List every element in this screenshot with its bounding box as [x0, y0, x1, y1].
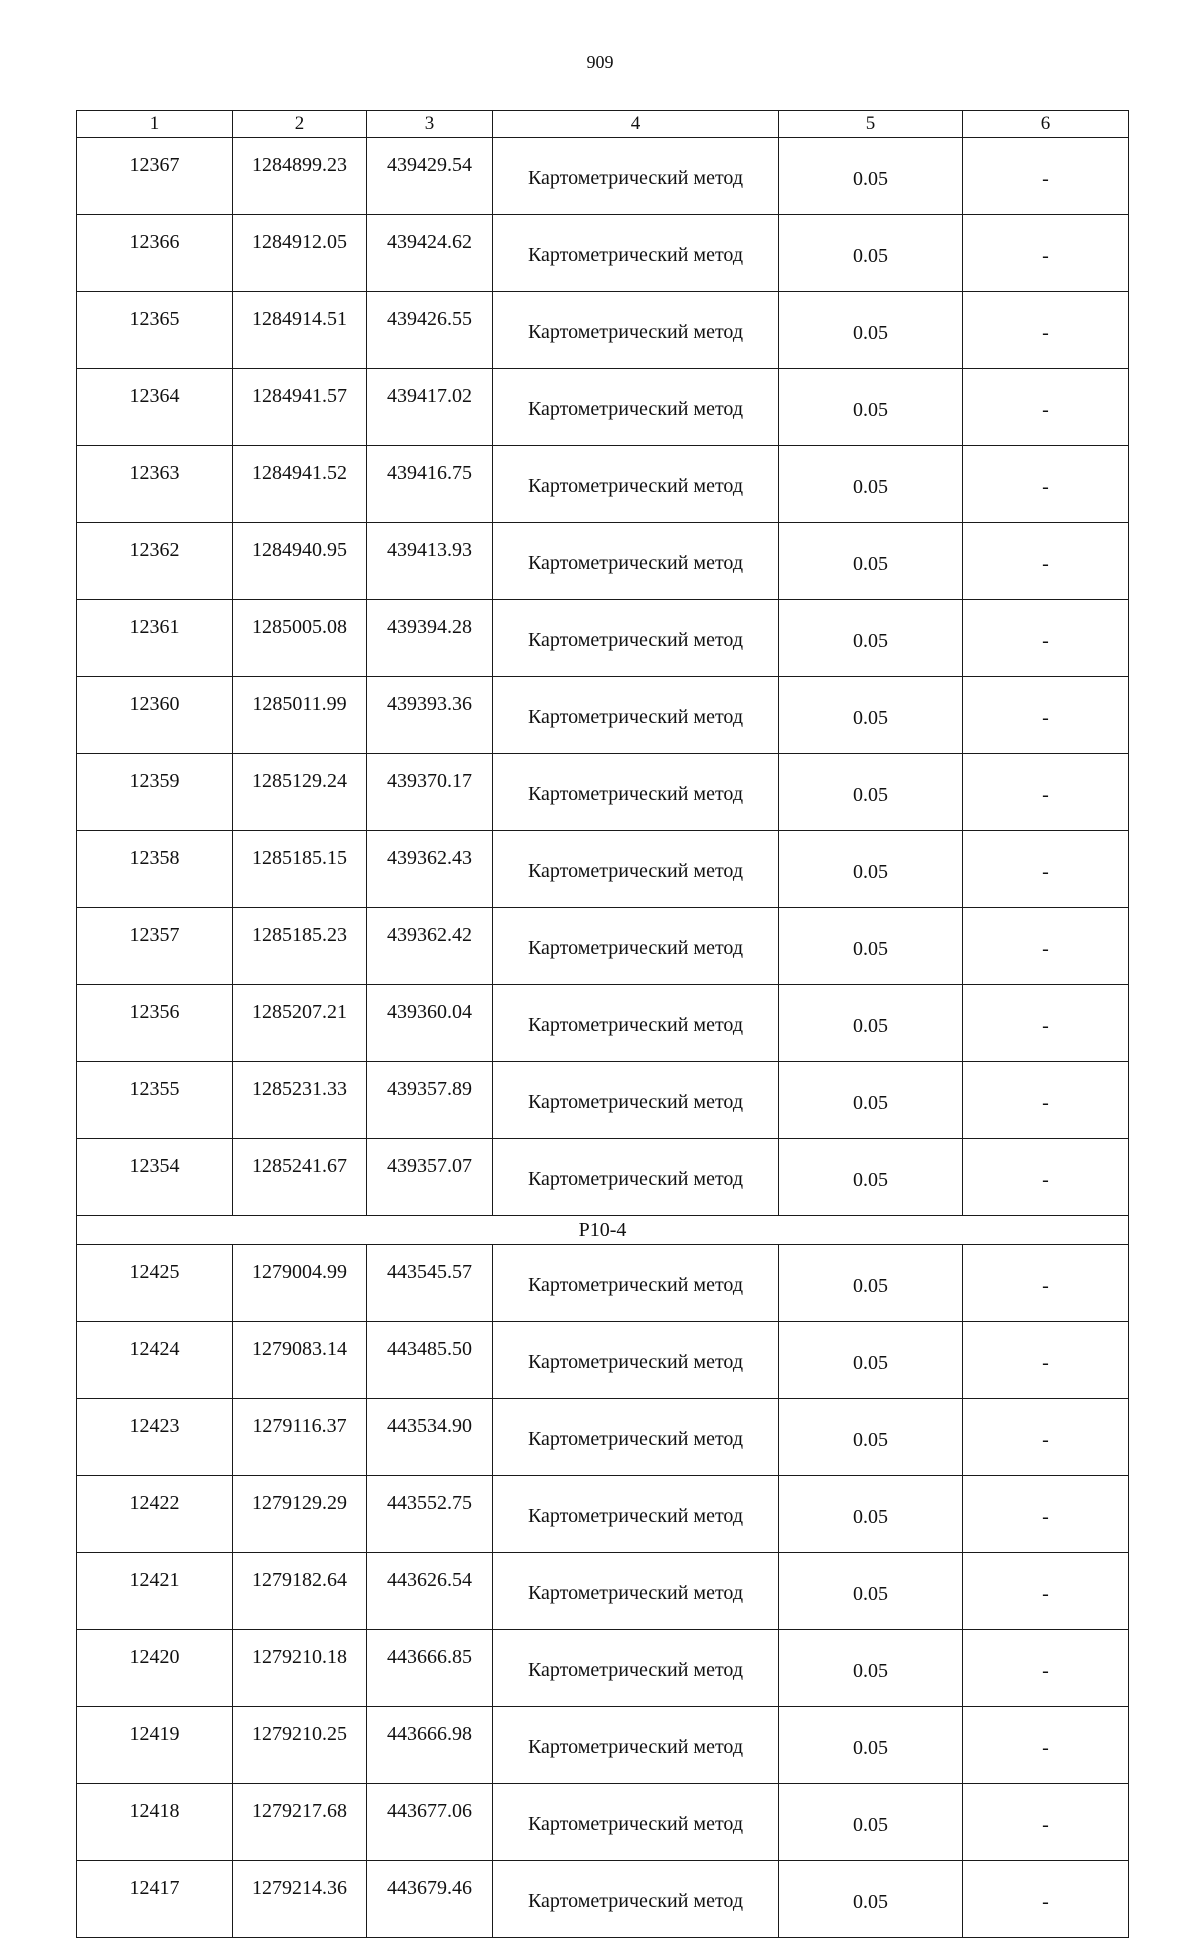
method-cell: Картометрический метод	[493, 138, 779, 215]
table-row	[77, 1062, 1129, 1139]
column-header-6: 6	[963, 111, 1129, 138]
accuracy-cell: 0.05	[779, 831, 963, 908]
coordinate-x-cell: 1285207.21	[233, 985, 367, 1062]
coordinate-x-cell: 1279182.64	[233, 1553, 367, 1630]
coordinate-x-cell: 1285129.24	[233, 754, 367, 831]
accuracy-cell: 0.05	[779, 1399, 963, 1476]
note-cell: -	[963, 1139, 1129, 1216]
page-number: 909	[586, 52, 614, 72]
accuracy-cell: 0.05	[779, 1476, 963, 1553]
table-row	[77, 831, 1129, 908]
note-cell: -	[963, 908, 1129, 985]
accuracy-cell: 0.05	[779, 523, 963, 600]
coordinate-y-cell: 443677.06	[367, 1784, 493, 1861]
point-number-cell: 12361	[77, 600, 233, 677]
coordinate-y-cell: 439413.93	[367, 523, 493, 600]
point-number-cell: 12363	[77, 446, 233, 523]
accuracy-cell: 0.05	[779, 677, 963, 754]
note-cell: -	[963, 1322, 1129, 1399]
coordinate-x-cell: 1284941.52	[233, 446, 367, 523]
point-number-cell: 12356	[77, 985, 233, 1062]
note-cell: -	[963, 215, 1129, 292]
point-number-cell: 12364	[77, 369, 233, 446]
coordinates-table	[76, 110, 1129, 1938]
method-cell: Картометрический метод	[493, 985, 779, 1062]
method-cell: Картометрический метод	[493, 1245, 779, 1322]
table-row	[77, 1784, 1129, 1861]
table-row	[77, 1553, 1129, 1630]
table-row	[77, 138, 1129, 215]
coordinate-x-cell: 1284940.95	[233, 523, 367, 600]
method-cell: Картометрический метод	[493, 1322, 779, 1399]
coordinate-x-cell: 1285185.15	[233, 831, 367, 908]
coordinate-x-cell: 1285005.08	[233, 600, 367, 677]
accuracy-cell: 0.05	[779, 215, 963, 292]
note-cell: -	[963, 1784, 1129, 1861]
coordinate-y-cell: 443666.85	[367, 1630, 493, 1707]
table-row	[77, 1476, 1129, 1553]
point-number-cell: 12417	[77, 1861, 233, 1938]
point-number-cell: 12422	[77, 1476, 233, 1553]
table-row	[77, 523, 1129, 600]
table-row	[77, 1861, 1129, 1938]
column-header-1: 1	[77, 111, 233, 138]
point-number-cell: 12357	[77, 908, 233, 985]
note-cell: -	[963, 985, 1129, 1062]
method-cell: Картометрический метод	[493, 1139, 779, 1216]
coordinate-y-cell: 439426.55	[367, 292, 493, 369]
point-number-cell: 12366	[77, 215, 233, 292]
point-number-cell: 12419	[77, 1707, 233, 1784]
accuracy-cell: 0.05	[779, 369, 963, 446]
coordinate-y-cell: 443552.75	[367, 1476, 493, 1553]
table-row	[77, 292, 1129, 369]
table-row	[77, 215, 1129, 292]
note-cell: -	[963, 1062, 1129, 1139]
table-body-group-a	[77, 138, 1129, 1216]
accuracy-cell: 0.05	[779, 754, 963, 831]
coordinate-y-cell: 439357.07	[367, 1139, 493, 1216]
point-number-cell: 12421	[77, 1553, 233, 1630]
column-header-2: 2	[233, 111, 367, 138]
accuracy-cell: 0.05	[779, 138, 963, 215]
point-number-cell: 12354	[77, 1139, 233, 1216]
accuracy-cell: 0.05	[779, 1630, 963, 1707]
coordinate-y-cell: 443485.50	[367, 1322, 493, 1399]
note-cell: -	[963, 446, 1129, 523]
note-cell: -	[963, 1399, 1129, 1476]
section-row	[77, 1216, 1129, 1245]
note-cell: -	[963, 1245, 1129, 1322]
table-row	[77, 677, 1129, 754]
coordinate-x-cell: 1284941.57	[233, 369, 367, 446]
point-number-cell: 12424	[77, 1322, 233, 1399]
accuracy-cell: 0.05	[779, 908, 963, 985]
coordinate-y-cell: 443626.54	[367, 1553, 493, 1630]
method-cell: Картометрический метод	[493, 1861, 779, 1938]
accuracy-cell: 0.05	[779, 446, 963, 523]
table-row	[77, 1322, 1129, 1399]
coordinate-x-cell: 1279217.68	[233, 1784, 367, 1861]
note-cell: -	[963, 1630, 1129, 1707]
column-header-4: 4	[493, 111, 779, 138]
point-number-cell: 12367	[77, 138, 233, 215]
accuracy-cell: 0.05	[779, 1062, 963, 1139]
point-number-cell: 12359	[77, 754, 233, 831]
method-cell: Картометрический метод	[493, 754, 779, 831]
coordinate-x-cell: 1279214.36	[233, 1861, 367, 1938]
method-cell: Картометрический метод	[493, 1707, 779, 1784]
coordinate-y-cell: 439429.54	[367, 138, 493, 215]
method-cell: Картометрический метод	[493, 369, 779, 446]
point-number-cell: 12420	[77, 1630, 233, 1707]
point-number-cell: 12360	[77, 677, 233, 754]
accuracy-cell: 0.05	[779, 600, 963, 677]
note-cell: -	[963, 1707, 1129, 1784]
accuracy-cell: 0.05	[779, 1861, 963, 1938]
coordinate-x-cell: 1279004.99	[233, 1245, 367, 1322]
section-label: Р10-4	[77, 1216, 1129, 1245]
header-row	[77, 111, 1129, 138]
coordinate-y-cell: 439362.42	[367, 908, 493, 985]
coordinate-x-cell: 1279210.18	[233, 1630, 367, 1707]
coordinate-x-cell: 1279129.29	[233, 1476, 367, 1553]
table-row	[77, 600, 1129, 677]
accuracy-cell: 0.05	[779, 1553, 963, 1630]
method-cell: Картометрический метод	[493, 1062, 779, 1139]
table-header	[77, 111, 1129, 138]
method-cell: Картометрический метод	[493, 1399, 779, 1476]
coordinate-x-cell: 1279083.14	[233, 1322, 367, 1399]
table-row	[77, 1399, 1129, 1476]
accuracy-cell: 0.05	[779, 292, 963, 369]
coordinate-x-cell: 1285241.67	[233, 1139, 367, 1216]
coordinate-y-cell: 439370.17	[367, 754, 493, 831]
coordinate-y-cell: 443534.90	[367, 1399, 493, 1476]
coordinate-y-cell: 439357.89	[367, 1062, 493, 1139]
table-row	[77, 369, 1129, 446]
coordinate-x-cell: 1284912.05	[233, 215, 367, 292]
coordinate-x-cell: 1279116.37	[233, 1399, 367, 1476]
note-cell: -	[963, 1553, 1129, 1630]
column-header-3: 3	[367, 111, 493, 138]
note-cell: -	[963, 1861, 1129, 1938]
coordinate-y-cell: 439424.62	[367, 215, 493, 292]
method-cell: Картометрический метод	[493, 215, 779, 292]
method-cell: Картометрический метод	[493, 677, 779, 754]
coordinate-y-cell: 439362.43	[367, 831, 493, 908]
method-cell: Картометрический метод	[493, 831, 779, 908]
table-row	[77, 1139, 1129, 1216]
table-row	[77, 985, 1129, 1062]
note-cell: -	[963, 677, 1129, 754]
coordinate-y-cell: 439416.75	[367, 446, 493, 523]
coordinate-x-cell: 1285185.23	[233, 908, 367, 985]
coordinate-y-cell: 439360.04	[367, 985, 493, 1062]
point-number-cell: 12423	[77, 1399, 233, 1476]
table-row	[77, 1630, 1129, 1707]
point-number-cell: 12355	[77, 1062, 233, 1139]
point-number-cell: 12365	[77, 292, 233, 369]
coordinate-x-cell: 1284899.23	[233, 138, 367, 215]
method-cell: Картометрический метод	[493, 1476, 779, 1553]
method-cell: Картометрический метод	[493, 600, 779, 677]
coordinate-y-cell: 439417.02	[367, 369, 493, 446]
note-cell: -	[963, 138, 1129, 215]
coordinate-y-cell: 443666.98	[367, 1707, 493, 1784]
coordinate-x-cell: 1284914.51	[233, 292, 367, 369]
method-cell: Картометрический метод	[493, 446, 779, 523]
method-cell: Картометрический метод	[493, 1784, 779, 1861]
table-row	[77, 1707, 1129, 1784]
method-cell: Картометрический метод	[493, 523, 779, 600]
coordinate-x-cell: 1285231.33	[233, 1062, 367, 1139]
table-row	[77, 446, 1129, 523]
point-number-cell: 12418	[77, 1784, 233, 1861]
point-number-cell: 12362	[77, 523, 233, 600]
table-body-group-b	[77, 1245, 1129, 1938]
method-cell: Картометрический метод	[493, 292, 779, 369]
accuracy-cell: 0.05	[779, 985, 963, 1062]
accuracy-cell: 0.05	[779, 1322, 963, 1399]
note-cell: -	[963, 600, 1129, 677]
accuracy-cell: 0.05	[779, 1139, 963, 1216]
table-section	[77, 1216, 1129, 1245]
accuracy-cell: 0.05	[779, 1784, 963, 1861]
note-cell: -	[963, 831, 1129, 908]
method-cell: Картометрический метод	[493, 1630, 779, 1707]
coordinate-y-cell: 443679.46	[367, 1861, 493, 1938]
column-header-5: 5	[779, 111, 963, 138]
note-cell: -	[963, 523, 1129, 600]
coordinate-y-cell: 439393.36	[367, 677, 493, 754]
coordinate-y-cell: 439394.28	[367, 600, 493, 677]
coordinate-x-cell: 1285011.99	[233, 677, 367, 754]
table-row	[77, 754, 1129, 831]
note-cell: -	[963, 369, 1129, 446]
note-cell: -	[963, 292, 1129, 369]
accuracy-cell: 0.05	[779, 1245, 963, 1322]
coordinate-y-cell: 443545.57	[367, 1245, 493, 1322]
method-cell: Картометрический метод	[493, 1553, 779, 1630]
table-row	[77, 908, 1129, 985]
point-number-cell: 12425	[77, 1245, 233, 1322]
accuracy-cell: 0.05	[779, 1707, 963, 1784]
table-row	[77, 1245, 1129, 1322]
method-cell: Картометрический метод	[493, 908, 779, 985]
point-number-cell: 12358	[77, 831, 233, 908]
note-cell: -	[963, 1476, 1129, 1553]
note-cell: -	[963, 754, 1129, 831]
coordinate-x-cell: 1279210.25	[233, 1707, 367, 1784]
